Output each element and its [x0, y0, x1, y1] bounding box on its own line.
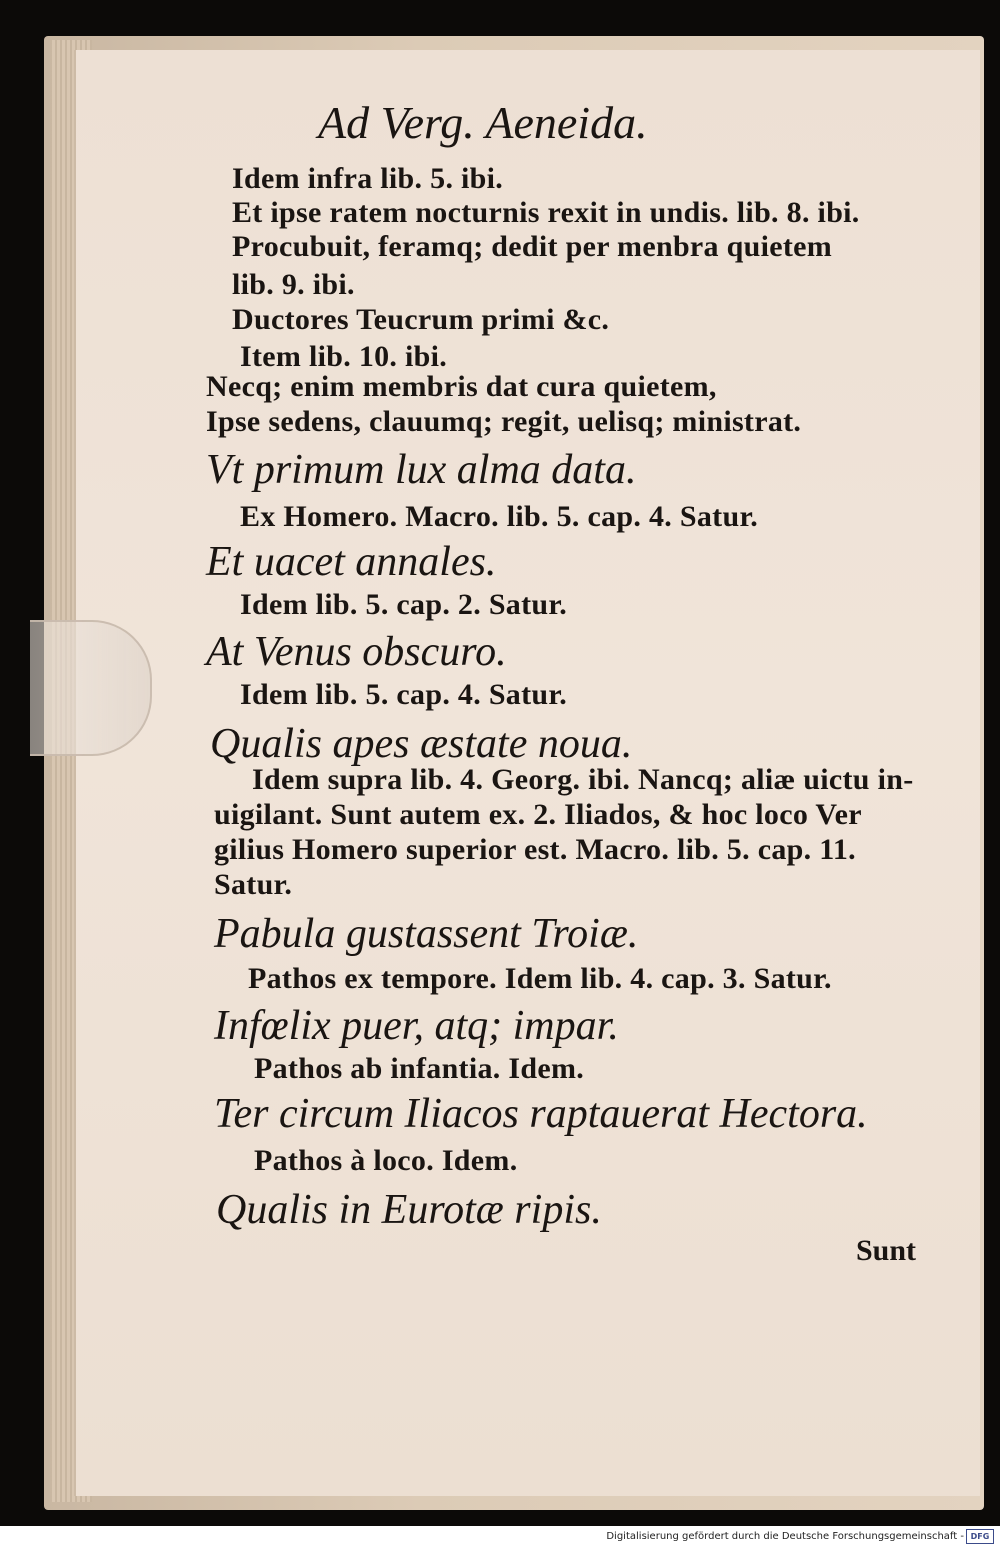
text-line: Et ipse ratem nocturnis rexit in undis. lib. 8. ibi.	[232, 196, 860, 229]
text-line: Idem lib. 5. cap. 2. Satur.	[240, 588, 568, 621]
text-line: Idem supra lib. 4. Georg. ibi. Nancq; aliæ uictu in-	[252, 763, 914, 796]
text-line: Ex Homero. Macro. lib. 5. cap. 4. Satur.	[240, 500, 759, 533]
text-line: Pathos à loco. Idem.	[254, 1144, 518, 1177]
running-title: Ad Verg. Aeneida.	[318, 97, 648, 148]
text-line: uigilant. Sunt autem ex. 2. Iliados, & hoc loco Ver	[214, 798, 862, 831]
text-line: Procubuit, feramq; dedit per menbra quietem	[232, 230, 833, 263]
dfg-logo: DFG	[966, 1529, 994, 1544]
text-line: gilius Homero superior est. Macro. lib. 5. cap. 11.	[214, 833, 856, 866]
text-line: Idem lib. 5. cap. 4. Satur.	[240, 678, 568, 711]
lemma-heading: Vt primum lux alma data.	[206, 447, 637, 493]
text-line: Ipse sedens, clauumq; regit, uelisq; ministrat.	[206, 405, 802, 438]
text-line: Ductores Teucrum primi &c.	[232, 303, 610, 336]
catchword: Sunt	[856, 1234, 917, 1267]
funding-credit: Digitalisierung gefördert durch die Deutsche Forschungsgemeinschaft -	[606, 1531, 964, 1542]
text-line: Satur.	[214, 868, 293, 901]
lemma-heading: Qualis apes æstate noua.	[210, 721, 633, 767]
text-line: lib. 9. ibi.	[232, 268, 355, 301]
lemma-heading: Ter circum Iliacos raptauerat Hectora.	[214, 1091, 868, 1137]
lemma-heading: At Venus obscuro.	[206, 629, 507, 675]
text-line: Pathos ab infantia. Idem.	[254, 1052, 585, 1085]
text-line: Item lib. 10. ibi.	[240, 340, 448, 373]
text-line: Idem infra lib. 5. ibi.	[232, 162, 504, 195]
lemma-heading: Et uacet annales.	[206, 539, 497, 585]
lemma-heading: Pabula gustassent Troiæ.	[214, 911, 639, 957]
text-line: Pathos ex tempore. Idem lib. 4. cap. 3. Satur.	[248, 962, 832, 995]
lemma-heading: Qualis in Eurotæ ripis.	[216, 1187, 602, 1233]
text-line: Necq; enim membris dat cura quietem,	[206, 370, 717, 403]
page-clip	[30, 620, 152, 756]
lemma-heading: Infœlix puer, atq; impar.	[214, 1003, 619, 1049]
